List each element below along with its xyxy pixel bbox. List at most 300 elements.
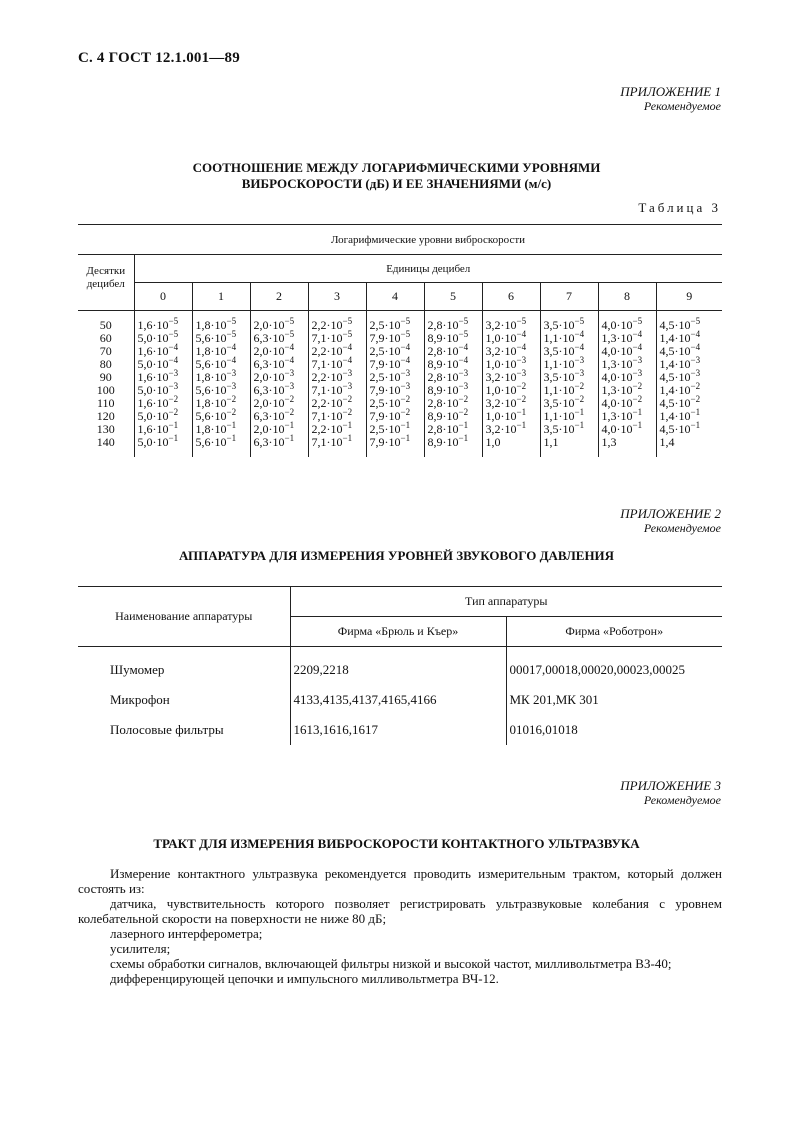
value-exponent: −2 [226, 407, 237, 417]
times-ten-sign: ·10 [210, 331, 227, 345]
value-mantissa: 5,0 [137, 383, 153, 397]
value-exponent: −3 [226, 368, 237, 378]
value-exponent: −2 [342, 394, 353, 404]
times-ten-sign: ·10 [500, 422, 517, 436]
value-exponent: −4 [516, 342, 527, 352]
value-mantissa: 5,0 [137, 357, 153, 371]
times-ten-sign: ·10 [210, 370, 227, 384]
times-ten-sign: ·10 [442, 357, 459, 371]
table3-col-header: 5 [424, 283, 482, 311]
value-exponent: −1 [400, 433, 411, 443]
table3-row-label: 120 [96, 409, 115, 423]
value-mantissa: 3,2 [485, 318, 501, 332]
value-exponent: −3 [574, 355, 585, 365]
table3-body-row [78, 311, 722, 457]
times-ten-sign: ·10 [500, 370, 517, 384]
table3-value-column [192, 311, 250, 457]
value-mantissa: 6,3 [253, 409, 269, 423]
value-mantissa: 1,8 [195, 318, 211, 332]
value-exponent: −3 [284, 368, 295, 378]
value-mantissa: 1,6 [137, 396, 153, 410]
times-ten-sign: ·10 [326, 422, 343, 436]
value-exponent: −4 [168, 355, 179, 365]
times-ten-sign: ·10 [268, 422, 285, 436]
times-ten-sign: ·10 [442, 318, 459, 332]
table-row [78, 647, 722, 686]
value-exponent: −1 [690, 420, 701, 430]
table3-value-column [308, 311, 366, 457]
times-ten-sign: ·10 [268, 409, 285, 423]
value-exponent: −2 [226, 394, 237, 404]
value-exponent: −1 [226, 420, 237, 430]
value-exponent: −2 [690, 394, 701, 404]
table3-col-header: 9 [656, 283, 722, 311]
table3-value [544, 436, 598, 449]
value-exponent: −4 [632, 329, 643, 339]
value-exponent: −5 [458, 316, 469, 326]
value-exponent: −5 [342, 316, 353, 326]
value-exponent: −5 [284, 316, 295, 326]
value-exponent: −3 [226, 381, 237, 391]
apparatus-name: Полосовые фильтры [110, 722, 224, 737]
table3-row-label: 70 [99, 344, 112, 358]
table3-col-header: 2 [250, 283, 308, 311]
times-ten-sign: ·10 [616, 422, 633, 436]
times-ten-sign: ·10 [558, 344, 575, 358]
value-exponent: −3 [284, 381, 295, 391]
times-ten-sign: ·10 [616, 357, 633, 371]
value-mantissa: 5,0 [137, 409, 153, 423]
value-exponent: −3 [458, 381, 469, 391]
value-exponent: −3 [632, 368, 643, 378]
times-ten-sign: ·10 [558, 396, 575, 410]
value-exponent: −2 [690, 381, 701, 391]
table3-value [660, 436, 723, 449]
value-exponent: −4 [284, 355, 295, 365]
value-exponent: −5 [168, 316, 179, 326]
times-ten-sign: ·10 [210, 422, 227, 436]
times-ten-sign: ·10 [326, 409, 343, 423]
value-mantissa: 1,8 [195, 396, 211, 410]
value-mantissa: 2,0 [253, 370, 269, 384]
value-exponent: −4 [574, 329, 585, 339]
value-mantissa: 1,1 [543, 331, 559, 345]
value-mantissa: 7,9 [369, 435, 385, 449]
value-exponent: −4 [342, 355, 353, 365]
appendix2-title: АППАРАТУРА ДЛЯ ИЗМЕРЕНИЯ УРОВНЕЙ ЗВУКОВОГО ДАВЛЕНИЯ [178, 548, 615, 563]
value-exponent: −1 [458, 433, 469, 443]
value-mantissa: 2,0 [253, 318, 269, 332]
value-mantissa: 7,9 [369, 383, 385, 397]
value-mantissa: 1,1 [543, 383, 559, 397]
value-exponent: −5 [632, 316, 643, 326]
value-mantissa: 4,5 [659, 422, 675, 436]
times-ten-sign: ·10 [384, 383, 401, 397]
appendix2-label-block [620, 506, 721, 536]
value-mantissa: 2,5 [369, 344, 385, 358]
times-ten-sign: ·10 [674, 344, 691, 358]
value-exponent: −2 [342, 407, 353, 417]
times-ten-sign: ·10 [500, 331, 517, 345]
table3-value [253, 433, 308, 449]
value-exponent: −5 [400, 329, 411, 339]
apparatus-table [78, 586, 722, 745]
value-mantissa: 3,5 [543, 422, 559, 436]
value-mantissa: 1,8 [195, 370, 211, 384]
apparatus-robotron-value: 01016,01018 [506, 715, 722, 745]
times-ten-sign: ·10 [674, 318, 691, 332]
times-ten-sign: ·10 [442, 396, 459, 410]
value-mantissa: 1,0 [485, 331, 501, 345]
value-mantissa: 4,5 [659, 396, 675, 410]
times-ten-sign: ·10 [674, 357, 691, 371]
times-ten-sign: ·10 [268, 383, 285, 397]
value-mantissa: 2,0 [253, 396, 269, 410]
table3-col-header: 0 [134, 283, 192, 311]
times-ten-sign: ·10 [674, 370, 691, 384]
value-exponent: −3 [400, 381, 411, 391]
page-header: С. 4 ГОСТ 12.1.001—89 [78, 50, 240, 66]
table3-value-column [134, 311, 192, 457]
table3-row-label: 130 [96, 422, 115, 436]
table3-value-column [366, 311, 424, 457]
value-exponent: −3 [516, 355, 527, 365]
value-exponent: −3 [516, 368, 527, 378]
value-mantissa: 1,3 [601, 331, 617, 345]
times-ten-sign: ·10 [210, 383, 227, 397]
value-exponent: −3 [632, 355, 643, 365]
times-ten-sign: ·10 [152, 383, 169, 397]
appendix1-title [0, 160, 793, 192]
times-ten-sign: ·10 [558, 409, 575, 423]
value-mantissa: 1,4 [659, 383, 675, 397]
value-exponent: −5 [516, 316, 527, 326]
value-mantissa: 8,9 [427, 409, 443, 423]
table3-row-label: 140 [96, 435, 115, 449]
appendix1-label: ПРИЛОЖЕНИЕ 1 [620, 84, 721, 99]
times-ten-sign: ·10 [674, 422, 691, 436]
value-mantissa: 2,2 [311, 344, 327, 358]
value-mantissa: 4,5 [659, 318, 675, 332]
value-mantissa: 7,9 [369, 357, 385, 371]
value-mantissa: 1,6 [137, 370, 153, 384]
value-exponent: −1 [284, 420, 295, 430]
table3-value [602, 436, 656, 449]
appendix3-label: ПРИЛОЖЕНИЕ 3 [620, 778, 721, 793]
value-mantissa: 2,5 [369, 370, 385, 384]
times-ten-sign: ·10 [326, 396, 343, 410]
table3-row-label: 60 [99, 331, 112, 345]
times-ten-sign: ·10 [326, 370, 343, 384]
table3-value [137, 433, 192, 449]
value-mantissa: 8,9 [427, 357, 443, 371]
table3-value [486, 436, 540, 449]
value-exponent: −4 [400, 355, 411, 365]
appendix3-item: дифференцирующей цепочки и импульсного милливольтметра ВЧ-12. [110, 971, 499, 986]
vendor-robotron-header: Фирма «Роботрон» [506, 617, 722, 647]
value-mantissa: 2,2 [311, 422, 327, 436]
value-exponent: −5 [284, 329, 295, 339]
times-ten-sign: ·10 [558, 357, 575, 371]
value-mantissa: 7,1 [311, 409, 327, 423]
value-exponent: −1 [400, 420, 411, 430]
value-exponent: −5 [400, 316, 411, 326]
times-ten-sign: ·10 [674, 396, 691, 410]
value-exponent: −2 [284, 407, 295, 417]
times-ten-sign: ·10 [384, 396, 401, 410]
value-exponent: −5 [168, 329, 179, 339]
times-ten-sign: ·10 [268, 357, 285, 371]
value-exponent: −1 [632, 407, 643, 417]
table3-col-header: 1 [192, 283, 250, 311]
value-mantissa: 1,3 [601, 409, 617, 423]
value-exponent: −1 [168, 433, 179, 443]
value-exponent: −2 [168, 394, 179, 404]
value-exponent: −3 [168, 381, 179, 391]
table3-column-header-row [78, 283, 722, 311]
value-mantissa: 2,0 [253, 422, 269, 436]
appendix3-label-block [620, 778, 721, 808]
times-ten-sign: ·10 [326, 318, 343, 332]
times-ten-sign: ·10 [210, 396, 227, 410]
table3-col-header: 4 [366, 283, 424, 311]
value-mantissa: 8,9 [427, 331, 443, 345]
value-exponent: −2 [400, 394, 411, 404]
times-ten-sign: ·10 [384, 435, 401, 449]
value-mantissa: 1,6 [137, 318, 153, 332]
value-mantissa: 4,0 [601, 344, 617, 358]
value-mantissa: 6,3 [253, 435, 269, 449]
times-ten-sign: ·10 [152, 344, 169, 358]
value-mantissa: 2,8 [427, 422, 443, 436]
value-mantissa: 1,0 [485, 435, 501, 449]
times-ten-sign: ·10 [384, 318, 401, 332]
value-exponent: −4 [226, 342, 237, 352]
table3-col-header: 6 [482, 283, 540, 311]
value-exponent: −4 [574, 342, 585, 352]
appendix3-item: схемы обработки сигналов, включающей фильтры низкой и высокой частот, милливольтметра ВЗ-40; [110, 956, 672, 971]
times-ten-sign: ·10 [152, 318, 169, 332]
value-mantissa: 1,3 [601, 383, 617, 397]
value-mantissa: 4,0 [601, 396, 617, 410]
times-ten-sign: ·10 [442, 409, 459, 423]
vendor-bruel-header: Фирма «Брюль и Къер» [290, 617, 506, 647]
value-mantissa: 8,9 [427, 435, 443, 449]
table3-caption: Таблица 3 [638, 200, 721, 215]
times-ten-sign: ·10 [674, 383, 691, 397]
value-exponent: −2 [632, 381, 643, 391]
times-ten-sign: ·10 [616, 370, 633, 384]
value-exponent: −3 [458, 368, 469, 378]
value-exponent: −2 [400, 407, 411, 417]
value-exponent: −1 [574, 407, 585, 417]
value-mantissa: 6,3 [253, 357, 269, 371]
value-mantissa: 5,6 [195, 409, 211, 423]
times-ten-sign: ·10 [616, 318, 633, 332]
times-ten-sign: ·10 [152, 422, 169, 436]
value-mantissa: 4,0 [601, 422, 617, 436]
value-mantissa: 4,0 [601, 318, 617, 332]
value-exponent: −2 [516, 381, 527, 391]
value-mantissa: 3,5 [543, 370, 559, 384]
value-exponent: −4 [516, 329, 527, 339]
times-ten-sign: ·10 [558, 318, 575, 332]
table3-value-column [250, 311, 308, 457]
times-ten-sign: ·10 [152, 409, 169, 423]
value-exponent: −4 [458, 355, 469, 365]
table3-value-column [540, 311, 598, 457]
times-ten-sign: ·10 [442, 331, 459, 345]
value-mantissa: 4,5 [659, 344, 675, 358]
value-mantissa: 1,1 [543, 435, 559, 449]
table3-col-header: 3 [308, 283, 366, 311]
table3-row-label: 110 [96, 396, 115, 410]
times-ten-sign: ·10 [500, 357, 517, 371]
times-ten-sign: ·10 [384, 357, 401, 371]
table3-row-header-line1: Десятки [86, 265, 126, 277]
value-exponent: −4 [342, 342, 353, 352]
times-ten-sign: ·10 [442, 370, 459, 384]
times-ten-sign: ·10 [500, 409, 517, 423]
times-ten-sign: ·10 [210, 435, 227, 449]
value-exponent: −2 [168, 407, 179, 417]
value-mantissa: 5,6 [195, 383, 211, 397]
table3-value-column [424, 311, 482, 457]
value-exponent: −5 [226, 316, 237, 326]
times-ten-sign: ·10 [326, 383, 343, 397]
apparatus-robotron-value: 00017,00018,00020,00023,00025 [506, 647, 722, 686]
value-exponent: −2 [574, 394, 585, 404]
appendix2-label: ПРИЛОЖЕНИЕ 2 [620, 506, 721, 521]
table3-value-column [598, 311, 656, 457]
times-ten-sign: ·10 [442, 383, 459, 397]
table-row [78, 685, 722, 715]
value-exponent: −3 [342, 381, 353, 391]
value-mantissa: 5,0 [137, 435, 153, 449]
times-ten-sign: ·10 [268, 370, 285, 384]
value-mantissa: 5,6 [195, 331, 211, 345]
value-exponent: −1 [632, 420, 643, 430]
value-exponent: −3 [690, 355, 701, 365]
apparatus-type-header: Тип аппаратуры [290, 587, 722, 617]
value-mantissa: 3,2 [485, 344, 501, 358]
times-ten-sign: ·10 [152, 435, 169, 449]
table3-row-header [78, 255, 134, 311]
table3-row-labels [78, 311, 134, 457]
value-exponent: −2 [284, 394, 295, 404]
times-ten-sign: ·10 [210, 357, 227, 371]
value-mantissa: 3,5 [543, 344, 559, 358]
times-ten-sign: ·10 [326, 357, 343, 371]
value-exponent: −5 [226, 329, 237, 339]
times-ten-sign: ·10 [268, 344, 285, 358]
times-ten-sign: ·10 [558, 422, 575, 436]
value-mantissa: 2,5 [369, 422, 385, 436]
table3-col-header: 7 [540, 283, 598, 311]
apparatus-bruel-value: 2209,2218 [290, 647, 506, 686]
value-exponent: −1 [284, 433, 295, 443]
value-mantissa: 2,2 [311, 396, 327, 410]
times-ten-sign: ·10 [616, 383, 633, 397]
value-exponent: −2 [574, 381, 585, 391]
value-mantissa: 2,0 [253, 344, 269, 358]
value-mantissa: 1,0 [485, 357, 501, 371]
table3-value [369, 433, 424, 449]
value-exponent: −4 [168, 342, 179, 352]
table3-row-label: 80 [99, 357, 112, 371]
appendix1-title-line1: СООТНОШЕНИЕ МЕЖДУ ЛОГАРИФМИЧЕСКИМИ УРОВНЯМИ [192, 160, 601, 175]
value-exponent: −5 [690, 316, 701, 326]
table3-value [427, 433, 482, 449]
value-exponent: −4 [690, 342, 701, 352]
times-ten-sign: ·10 [442, 435, 459, 449]
times-ten-sign: ·10 [558, 383, 575, 397]
table3-col-header: 8 [598, 283, 656, 311]
value-mantissa: 2,5 [369, 318, 385, 332]
times-ten-sign: ·10 [210, 318, 227, 332]
value-exponent: −1 [342, 433, 353, 443]
value-mantissa: 1,3 [601, 357, 617, 371]
times-ten-sign: ·10 [326, 331, 343, 345]
times-ten-sign: ·10 [500, 318, 517, 332]
table3-row-label: 100 [96, 383, 115, 397]
appendix1-title-line2: ВИБРОСКОРОСТИ (дБ) И ЕЕ ЗНАЧЕНИЯМИ (м/с) [241, 176, 552, 191]
value-exponent: −4 [458, 342, 469, 352]
value-exponent: −4 [284, 342, 295, 352]
value-mantissa: 2,5 [369, 396, 385, 410]
value-exponent: −3 [342, 368, 353, 378]
appendix3-intro: Измерение контактного ультразвука рекомендуется проводить измерительным трактом, который должен состоять из: [78, 866, 722, 896]
value-mantissa: 6,3 [253, 331, 269, 345]
table3-row-label: 50 [99, 318, 112, 332]
table-row [78, 715, 722, 745]
value-exponent: −2 [458, 394, 469, 404]
times-ten-sign: ·10 [674, 409, 691, 423]
times-ten-sign: ·10 [152, 357, 169, 371]
appendix3-text [78, 866, 722, 986]
times-ten-sign: ·10 [616, 331, 633, 345]
value-mantissa: 1,0 [485, 383, 501, 397]
times-ten-sign: ·10 [268, 396, 285, 410]
value-mantissa: 1,8 [195, 422, 211, 436]
value-exponent: −1 [574, 420, 585, 430]
value-exponent: −3 [168, 368, 179, 378]
appendix3-title: ТРАКТ ДЛЯ ИЗМЕРЕНИЯ ВИБРОСКОРОСТИ КОНТАКТНОГО УЛЬТРАЗВУКА [153, 836, 640, 851]
value-mantissa: 7,9 [369, 331, 385, 345]
times-ten-sign: ·10 [442, 344, 459, 358]
times-ten-sign: ·10 [558, 331, 575, 345]
value-exponent: −4 [632, 342, 643, 352]
value-exponent: −1 [168, 420, 179, 430]
value-exponent: −5 [342, 329, 353, 339]
appendix1-label-block [620, 84, 721, 114]
times-ten-sign: ·10 [384, 370, 401, 384]
apparatus-name: Микрофон [110, 692, 170, 707]
value-mantissa: 1,4 [659, 409, 675, 423]
value-mantissa: 1,8 [195, 344, 211, 358]
times-ten-sign: ·10 [268, 435, 285, 449]
times-ten-sign: ·10 [616, 409, 633, 423]
table3-value [195, 433, 250, 449]
value-mantissa: 1,0 [485, 409, 501, 423]
value-mantissa: 1,6 [137, 344, 153, 358]
value-exponent: −1 [226, 433, 237, 443]
value-exponent: −4 [226, 355, 237, 365]
value-exponent: −1 [342, 420, 353, 430]
value-mantissa: 3,5 [543, 396, 559, 410]
times-ten-sign: ·10 [384, 331, 401, 345]
appendix1-status: Рекомендуемое [643, 99, 721, 113]
